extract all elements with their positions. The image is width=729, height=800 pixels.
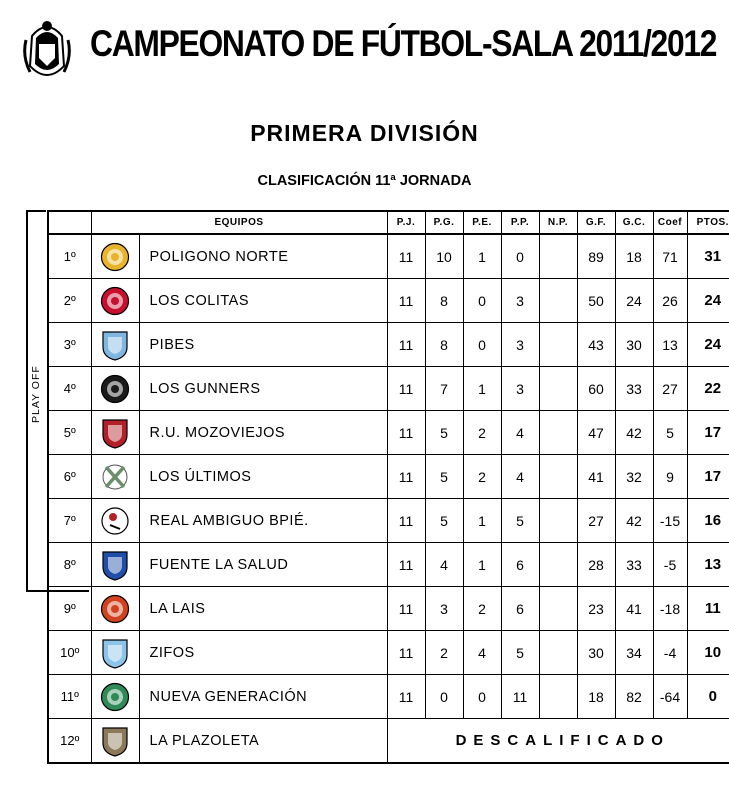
pp-cell: 11 [501, 675, 539, 719]
coef-cell: 9 [653, 455, 687, 499]
pj-cell: 11 [387, 234, 425, 279]
round-heading: CLASIFICACIÓN 11ª JORNADA [257, 173, 472, 189]
pts-cell: 10 [687, 631, 729, 675]
pe-cell: 1 [463, 543, 501, 587]
gf-cell: 27 [577, 499, 615, 543]
np-header: N.P. [539, 211, 577, 234]
np-cell [539, 411, 577, 455]
pj-cell: 11 [387, 631, 425, 675]
np-cell [539, 367, 577, 411]
gc-cell: 42 [615, 411, 653, 455]
pg-cell: 10 [425, 234, 463, 279]
team-name: FUENTE LA SALUD [139, 543, 387, 587]
pe-cell: 4 [463, 631, 501, 675]
pp-cell: 4 [501, 411, 539, 455]
gc-cell: 34 [615, 631, 653, 675]
pp-cell: 5 [501, 499, 539, 543]
pj-cell: 11 [387, 587, 425, 631]
np-cell [539, 631, 577, 675]
pts-cell: 17 [687, 455, 729, 499]
club-crest-logo [22, 16, 72, 86]
np-cell [539, 543, 577, 587]
table-row [48, 323, 729, 367]
pos-cell: 3º [48, 323, 91, 367]
table-row [48, 719, 729, 764]
pg-cell: 8 [425, 279, 463, 323]
team-name: LOS COLITAS [139, 279, 387, 323]
pe-cell: 2 [463, 411, 501, 455]
coef-header: Coef [653, 211, 687, 234]
team-name: LOS GUNNERS [139, 367, 387, 411]
pj-cell: 11 [387, 543, 425, 587]
team-name: R.U. MOZOVIEJOS [139, 411, 387, 455]
coef-cell: -15 [653, 499, 687, 543]
table-row [48, 279, 729, 323]
standings-table [47, 210, 729, 764]
gc-cell: 33 [615, 543, 653, 587]
np-cell [539, 279, 577, 323]
table-row [48, 455, 729, 499]
team-badge-icon [91, 455, 139, 499]
gc-cell: 42 [615, 499, 653, 543]
gc-cell: 33 [615, 367, 653, 411]
coef-cell: 27 [653, 367, 687, 411]
team-name: LOS ÚLTIMOS [139, 455, 387, 499]
gf-cell: 30 [577, 631, 615, 675]
table-row [48, 367, 729, 411]
team-name: LA LAIS [139, 587, 387, 631]
pg-cell: 5 [425, 499, 463, 543]
gf-cell: 43 [577, 323, 615, 367]
team-badge-icon [91, 587, 139, 631]
coef-cell: -4 [653, 631, 687, 675]
gf-cell: 50 [577, 279, 615, 323]
pos-cell: 11º [48, 675, 91, 719]
table-row [48, 499, 729, 543]
pj-cell: 11 [387, 367, 425, 411]
pts-cell: 16 [687, 499, 729, 543]
gc-cell: 24 [615, 279, 653, 323]
division-heading: PRIMERA DIVISIÓN [250, 120, 479, 146]
team-name: NUEVA GENERACIÓN [139, 675, 387, 719]
pos-cell: 6º [48, 455, 91, 499]
pe-cell: 0 [463, 279, 501, 323]
gf-cell: 18 [577, 675, 615, 719]
gc-cell: 32 [615, 455, 653, 499]
pe-cell: 0 [463, 675, 501, 719]
pos-cell: 12º [48, 719, 91, 764]
team-badge-icon [91, 719, 139, 764]
pos-cell: 5º [48, 411, 91, 455]
gf-cell: 23 [577, 587, 615, 631]
pp-cell: 3 [501, 367, 539, 411]
pos-cell: 10º [48, 631, 91, 675]
pos-cell: 1º [48, 234, 91, 279]
pg-cell: 5 [425, 411, 463, 455]
pp-cell: 0 [501, 234, 539, 279]
np-cell [539, 499, 577, 543]
pp-cell: 3 [501, 279, 539, 323]
championship-title: CAMPEONATO DE FÚTBOL-SALA 2011/2012 [90, 23, 717, 64]
pg-header: P.G. [425, 211, 463, 234]
coef-cell: -18 [653, 587, 687, 631]
table-row [48, 675, 729, 719]
pj-cell: 11 [387, 323, 425, 367]
gc-cell: 30 [615, 323, 653, 367]
team-name: PIBES [139, 323, 387, 367]
coef-cell: -5 [653, 543, 687, 587]
np-cell [539, 234, 577, 279]
np-cell [539, 323, 577, 367]
gc-cell: 41 [615, 587, 653, 631]
pg-cell: 4 [425, 543, 463, 587]
pts-cell: 24 [687, 323, 729, 367]
np-cell [539, 455, 577, 499]
pg-cell: 2 [425, 631, 463, 675]
pts-cell: 31 [687, 234, 729, 279]
pos-cell: 9º [48, 587, 91, 631]
gf-cell: 89 [577, 234, 615, 279]
pos-cell: 2º [48, 279, 91, 323]
table-row [48, 543, 729, 587]
coef-cell: 26 [653, 279, 687, 323]
table-row [48, 234, 729, 279]
coef-cell: 71 [653, 234, 687, 279]
team-badge-icon [91, 323, 139, 367]
gc-cell: 18 [615, 234, 653, 279]
pos-cell: 7º [48, 499, 91, 543]
pts-cell: 24 [687, 279, 729, 323]
pe-cell: 1 [463, 234, 501, 279]
pg-cell: 7 [425, 367, 463, 411]
team-name: LA PLAZOLETA [139, 719, 387, 764]
pe-cell: 2 [463, 455, 501, 499]
np-cell [539, 587, 577, 631]
team-badge-icon [91, 367, 139, 411]
np-cell [539, 675, 577, 719]
pe-cell: 0 [463, 323, 501, 367]
pos-cell: 4º [48, 367, 91, 411]
pj-cell: 11 [387, 499, 425, 543]
disqualified-status: DESCALIFICADO [387, 719, 729, 764]
team-badge-icon [91, 499, 139, 543]
team-header: EQUIPOS [91, 211, 387, 234]
team-name: ZIFOS [139, 631, 387, 675]
pj-header: P.J. [387, 211, 425, 234]
coef-cell: -64 [653, 675, 687, 719]
team-badge-icon [91, 543, 139, 587]
team-badge-icon [91, 411, 139, 455]
pg-cell: 5 [425, 455, 463, 499]
team-badge-icon [91, 631, 139, 675]
coef-cell: 13 [653, 323, 687, 367]
pos-header [48, 211, 91, 234]
pj-cell: 11 [387, 675, 425, 719]
table-row [48, 587, 729, 631]
pp-cell: 5 [501, 631, 539, 675]
pp-cell: 3 [501, 323, 539, 367]
playoff-label: PLAY OFF [30, 365, 42, 423]
gf-cell: 41 [577, 455, 615, 499]
gc-cell: 82 [615, 675, 653, 719]
pp-cell: 6 [501, 587, 539, 631]
team-badge-icon [91, 675, 139, 719]
pe-header: P.E. [463, 211, 501, 234]
pe-cell: 2 [463, 587, 501, 631]
pj-cell: 11 [387, 455, 425, 499]
team-badge-icon [91, 234, 139, 279]
table-row [48, 631, 729, 675]
table-row [48, 411, 729, 455]
pp-cell: 6 [501, 543, 539, 587]
pts-cell: 22 [687, 367, 729, 411]
pts-cell: 17 [687, 411, 729, 455]
coef-cell: 5 [653, 411, 687, 455]
pp-header: P.P. [501, 211, 539, 234]
pts-cell: 13 [687, 543, 729, 587]
pts-cell: 0 [687, 675, 729, 719]
team-name: REAL AMBIGUO BPIÉ. [139, 499, 387, 543]
pts-header: PTOS. [687, 211, 729, 234]
pts-cell: 11 [687, 587, 729, 631]
pos-cell: 8º [48, 543, 91, 587]
pp-cell: 4 [501, 455, 539, 499]
pe-cell: 1 [463, 499, 501, 543]
gf-cell: 60 [577, 367, 615, 411]
pj-cell: 11 [387, 411, 425, 455]
pe-cell: 1 [463, 367, 501, 411]
gc-header: G.C. [615, 211, 653, 234]
pg-cell: 0 [425, 675, 463, 719]
pg-cell: 8 [425, 323, 463, 367]
team-badge-icon [91, 279, 139, 323]
header-row [48, 211, 729, 234]
pg-cell: 3 [425, 587, 463, 631]
gf-cell: 28 [577, 543, 615, 587]
gf-header: G.F. [577, 211, 615, 234]
team-name: POLIGONO NORTE [139, 234, 387, 279]
pj-cell: 11 [387, 279, 425, 323]
gf-cell: 47 [577, 411, 615, 455]
